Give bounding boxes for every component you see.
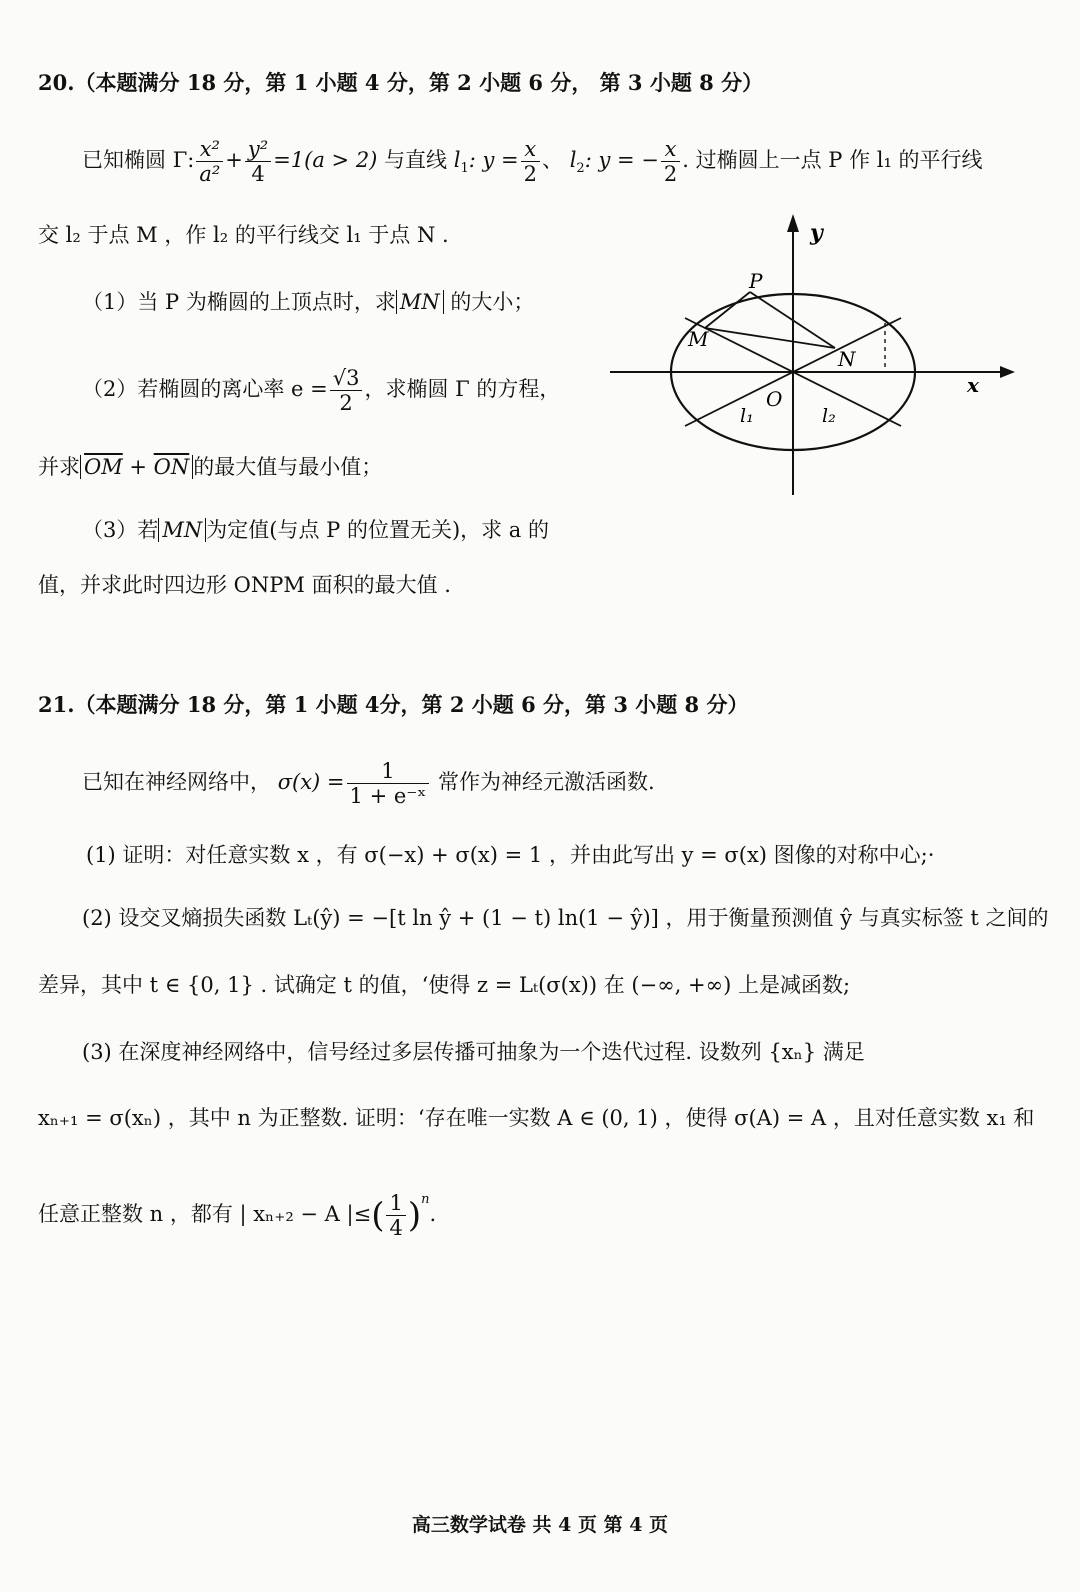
- q20-part2-c: [38, 452, 382, 482]
- q20-vec-sum: [80, 455, 193, 479]
- q21-sigma: σ(x) =: [277, 770, 345, 795]
- label-o: O: [766, 387, 783, 411]
- q21-intro-b: 常作为神经元激活函数.: [437, 770, 655, 795]
- q20-p1-mn: MN: [396, 290, 444, 314]
- q20-p2-a: （2）若椭圆的离心率 e =: [82, 377, 328, 402]
- q21-intro: [82, 760, 655, 807]
- vec-on: $\overline{ON}$: [153, 455, 190, 479]
- x-axis-arrow: [1000, 366, 1015, 378]
- q21-p3-c-a: 任意正整数 n ，都有 | xₙ₊₂ − A |≤: [38, 1202, 372, 1226]
- y-axis-arrow: [787, 214, 799, 232]
- segment-pm: [705, 292, 750, 328]
- q21-part2-a: (2) 设交叉熵损失函数 Lₜ(ŷ) = −[t ln ŷ + (1 − t) ln(1 − ŷ)] ，用于衡量预测值 ŷ 与真实标签 t 之间的: [82, 906, 1049, 930]
- q20-p2-c-a: 并求: [38, 455, 80, 479]
- q20-l2-eq: : y = −: [584, 148, 659, 173]
- q20-p3-mn: MN: [158, 518, 206, 542]
- frac-e: $\frac{√3}{2}$: [330, 367, 363, 414]
- q20-p2-b: ，求椭圆 Γ 的方程，: [364, 377, 561, 402]
- q20-header: 20.（本题满分 18 分，第 1 小题 4 分，第 2 小题 6 分， 第 3 小题 8 分）: [38, 70, 764, 95]
- q21-part3-a: (3) 在深度神经网络中，信号经过多层传播可抽象为一个迭代过程. 设数列 {xₙ} 满足: [82, 1040, 865, 1064]
- q20-intro-line: 已知椭圆 Γ: $\frac{\text{x²}}{\text{a²}}$ + $\frac{\text{y²}}{4}$ =1(a > 2) 与直线 $l_1$: y = $\frac{x}{2}$ 、 $l_2$: y = − $\frac{x}{2}$ . 过椭圆上一点 P 作 l₁ 的平行线: [82, 137, 983, 187]
- q20-part2: [82, 367, 560, 414]
- label-x: x: [967, 373, 979, 397]
- q21-intro-a: 已知在神经网络中，: [82, 770, 271, 795]
- q20-line2: 交 l₂ 于点 M ，作 l₂ 的平行线交 l₁ 于点 N .: [38, 223, 449, 247]
- q21-part3-c: 任意正整数 n ，都有 | xₙ₊₂ − A |≤( $\frac{1}{4}$ )$^n$.: [38, 1190, 437, 1240]
- q20-p3-a: （3）若: [82, 518, 159, 542]
- label-l2: l₂: [822, 405, 836, 427]
- q20-sep: 、: [542, 148, 564, 173]
- frac-sigmoid: $\frac{1}{\text{1 + e⁻ˣ}}$: [347, 760, 430, 807]
- label-p: P: [749, 269, 763, 293]
- ellipse-figure: [610, 210, 1030, 500]
- q21-exponent: n: [421, 1192, 430, 1207]
- frac-l1: $\frac{x}{2}$: [521, 138, 540, 185]
- q20-intro-b: 与直线: [384, 148, 448, 173]
- q20-p3-b: 为定值(与点 P 的位置无关)，求 a 的: [206, 518, 550, 542]
- q21-p3-c-end: .: [429, 1202, 437, 1226]
- label-y: y: [810, 220, 823, 246]
- label-l1: l₁: [740, 405, 754, 427]
- label-n: N: [838, 347, 856, 371]
- q21-part3-b: xₙ₊₁ = σ(xₙ) ，其中 n 为正整数. 证明：‘存在唯一实数 A ∈ (0, 1) ，使得 σ(A) = A ，且对任意实数 x₁ 和: [38, 1106, 1035, 1130]
- label-m: M: [688, 327, 709, 351]
- q20-p1-a: （1）当 P 为椭圆的上顶点时，求: [82, 290, 396, 314]
- q21-part1: (1) 证明：对任意实数 x ，有 σ(−x) + σ(x) = 1 ，并由此写出 y = σ(x) 图像的对称中心;·: [86, 843, 935, 867]
- q20-p2-c-b: 的最大值与最小值；: [193, 455, 383, 479]
- frac-y2-4: $\frac{\text{y²}}{4}$: [245, 138, 271, 185]
- q20-l1-eq: : y =: [468, 148, 519, 173]
- vec-om: $\overline{OM}$: [84, 455, 123, 479]
- frac-quarter: $\frac{1}{4}$: [386, 1192, 405, 1239]
- plus-sign: +: [122, 455, 154, 479]
- frac-x2-a2: $\frac{\text{x²}}{\text{a²}}$: [196, 138, 223, 185]
- q20-ineq: =1(a > 2): [273, 148, 378, 173]
- q20-intro-a: 已知椭圆: [82, 148, 166, 173]
- page-footer: 高三数学试卷 共 4 页 第 4 页: [411, 1514, 669, 1536]
- q20-part3: [82, 515, 549, 545]
- q20-intro-c: . 过椭圆上一点 P 作 l₁ 的平行线: [682, 148, 983, 173]
- q20-part3-c: 值，并求此时四边形 ONPM 面积的最大值 .: [38, 573, 451, 597]
- frac-l2: $\frac{x}{2}$: [661, 138, 680, 185]
- q21-header: 21.（本题满分 18 分，第 1 小题 4分，第 2 小题 6 分，第 3 小题 8 分）: [38, 692, 749, 717]
- q20-gamma: Γ: [172, 148, 188, 173]
- q20-p1-b: 的大小；: [450, 290, 535, 314]
- q21-part2-b: 差异，其中 t ∈ {0, 1} . 试确定 t 的值，‘使得 z = Lₜ(σ(x)) 在 (−∞, +∞) 上是减函数;: [38, 973, 851, 997]
- q20-part1: [82, 287, 534, 317]
